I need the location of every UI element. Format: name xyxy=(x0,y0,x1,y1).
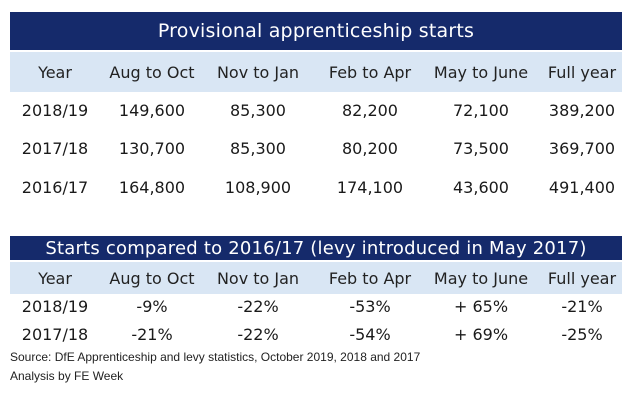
column-header: Year xyxy=(38,268,72,288)
column-header: May to June xyxy=(433,268,529,288)
column-header: Feb to Apr xyxy=(328,62,412,82)
table-cell: 85,300 xyxy=(230,138,286,158)
table-cell: -25% xyxy=(561,324,603,344)
table-cell: 43,600 xyxy=(453,177,509,197)
column-header: Feb to Apr xyxy=(328,268,412,288)
table-row xyxy=(10,292,622,320)
table-cell: -21% xyxy=(131,324,173,344)
table-cell: 85,300 xyxy=(230,100,286,120)
table-cell: + 65% xyxy=(453,296,509,316)
credit-note: Analysis by FE Week xyxy=(10,369,124,383)
table-cell: 174,100 xyxy=(336,177,404,197)
table-cell: 130,700 xyxy=(118,138,186,158)
table-cell: -54% xyxy=(349,324,391,344)
column-header: May to June xyxy=(433,62,529,82)
column-header: Year xyxy=(38,62,72,82)
table-row xyxy=(10,133,622,163)
table-cell: + 69% xyxy=(453,324,509,344)
table-cell: -21% xyxy=(561,296,603,316)
table-cell: 2017/18 xyxy=(21,138,89,158)
table-row xyxy=(10,320,622,348)
table-cell: 2018/19 xyxy=(21,296,89,316)
table1-header-row xyxy=(10,57,622,87)
column-header: Full year xyxy=(547,268,617,288)
column-header: Full year xyxy=(547,62,617,82)
column-header: Aug to Oct xyxy=(109,62,195,82)
table-row xyxy=(10,172,622,202)
table-cell: 80,200 xyxy=(342,138,398,158)
column-header: Nov to Jan xyxy=(216,268,300,288)
table-cell: -22% xyxy=(237,296,279,316)
column-header: Aug to Oct xyxy=(109,268,195,288)
table-cell: 2018/19 xyxy=(21,100,89,120)
table-cell: 108,900 xyxy=(224,177,292,197)
table-cell: -22% xyxy=(237,324,279,344)
source-note: Source: DfE Apprenticeship and levy statistics, October 2019, 2018 and 2017 xyxy=(10,350,421,364)
table2-header-row xyxy=(10,263,622,293)
table-row xyxy=(10,95,622,125)
table-cell: -53% xyxy=(349,296,391,316)
table-cell: 491,400 xyxy=(548,177,616,197)
table-cell: 149,600 xyxy=(118,100,186,120)
table-cell: 2016/17 xyxy=(21,177,89,197)
table-cell: -9% xyxy=(136,296,168,316)
table2-title: Starts compared to 2016/17 (levy introduced in May 2017) xyxy=(10,236,622,260)
table-cell: 164,800 xyxy=(118,177,186,197)
table1-title: Provisional apprenticeship starts xyxy=(10,12,622,50)
table-cell: 82,200 xyxy=(342,100,398,120)
table-cell: 72,100 xyxy=(453,100,509,120)
table-cell: 73,500 xyxy=(453,138,509,158)
table-cell: 2017/18 xyxy=(21,324,89,344)
table-cell: 369,700 xyxy=(548,138,616,158)
table-cell: 389,200 xyxy=(548,100,616,120)
column-header: Nov to Jan xyxy=(216,62,300,82)
